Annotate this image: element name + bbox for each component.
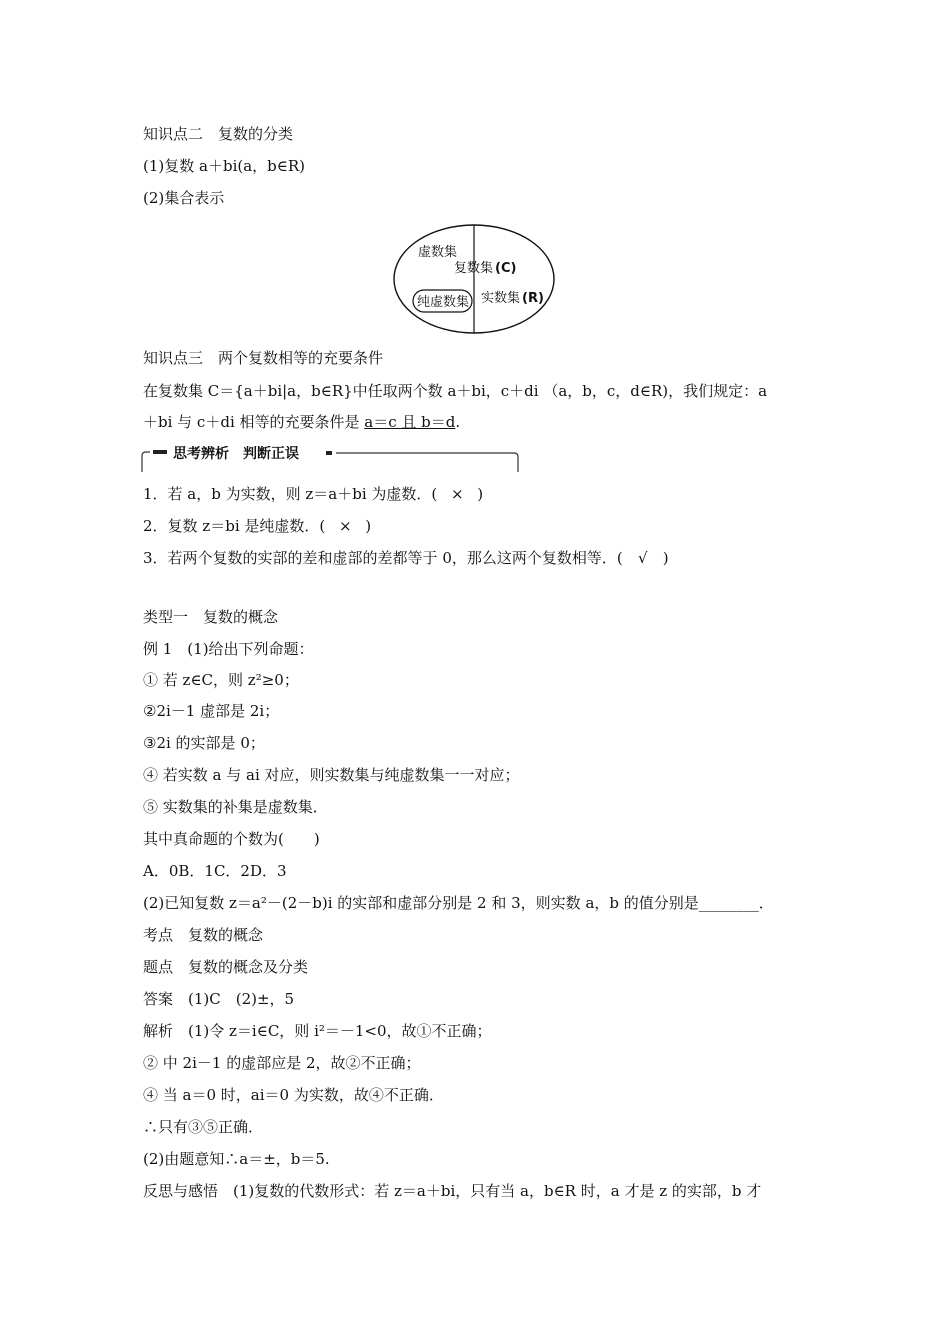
think-item-1-close: ): [477, 485, 484, 503]
section-title-kp2: 知识点二 复数的分类: [143, 125, 294, 143]
question-text: 其中真命题的个数为( ): [143, 830, 320, 848]
think-item-3-text: 3．若两个复数的实部的差和虚部的差都等于 0，那么这两个复数相等．(: [143, 549, 623, 567]
banner-left-bracket: [142, 452, 150, 472]
analysis-line-4: ∴只有③⑤正确．: [143, 1118, 264, 1136]
kp2-item1-pre: (1)复数: [143, 157, 200, 175]
think-item-2-mark: ×: [338, 517, 352, 535]
kp3-line2-pre: ＋bi 与 c＋di 相等的充要条件是: [143, 413, 365, 431]
banner-left-bar: [153, 450, 167, 454]
pure-imag-set-label: 纯虚数集: [417, 295, 470, 310]
complex-set-diagram: [392, 222, 560, 338]
kp3-condition: a＝c 且 b＝d: [364, 413, 456, 431]
real-set-label: 实数集 (R): [481, 291, 544, 306]
kp2-item2: (2)集合表示: [143, 189, 225, 207]
section-title-type1: 类型一 复数的概念: [143, 608, 279, 626]
think-item-2-text: 2．复数 z＝bi 是纯虚数．(: [143, 517, 326, 535]
think-item-2-close: ): [365, 517, 372, 535]
kp2-item1-expr: a＋bi(a，b∈R): [199, 157, 306, 175]
kaodian: 考点 复数的概念: [143, 926, 264, 944]
reflection-line: 反思与感悟 (1)复数的代数形式：若 z＝a＋bi，只有当 a，b∈R 时，a 才是 z 的实部，b 才: [143, 1182, 762, 1200]
part2-question: (2)已知复数 z＝a²－(2－b)i 的实部和虚部分别是 2 和 3，则实数 a，b 的值分别是________．: [143, 894, 774, 912]
example-heading: 例 1 (1)给出下列命题：: [143, 640, 314, 658]
banner-title: 思考辨析 判断正误: [173, 446, 299, 462]
think-item-1-text: 1．若 a，b 为实数，则 z＝a＋bi 为虚数．(: [143, 485, 438, 503]
think-item-3: [143, 548, 669, 568]
analysis-line-3: ④ 当 a＝0 时，ai＝0 为实数，故④不正确．: [143, 1086, 444, 1104]
think-item-3-close: ): [662, 549, 669, 567]
think-item-2: [143, 516, 371, 536]
proposition-4: ④ 若实数 a 与 ai 对应，则实数集与纯虚数集一一对应；: [143, 766, 520, 784]
kp2-item1: [143, 156, 305, 176]
think-item-1: [143, 484, 483, 504]
think-banner: [140, 446, 524, 474]
answer-options: A．0B．1C．2D．3: [143, 862, 287, 880]
proposition-3: ③2i 的实部是 0；: [143, 734, 265, 752]
proposition-5: ⑤ 实数集的补集是虚数集．: [143, 798, 328, 816]
tidian: 题点 复数的概念及分类: [143, 958, 309, 976]
kp3-line1: 在复数集 C＝{a＋bi|a，b∈R}中任取两个数 a＋bi，c＋di （a，b，c，d∈R)，我们规定：a: [143, 382, 768, 400]
banner-right-bracket: [336, 453, 518, 472]
analysis-line-1: 解析 (1)令 z＝i∈C，则 i²＝－1<0，故①不正确；: [143, 1022, 492, 1040]
think-item-1-mark: ×: [450, 485, 464, 503]
answer-line: 答案 (1)C (2)±，5: [143, 990, 295, 1008]
analysis-line-5: (2)由题意知∴a＝±，b＝5.: [143, 1150, 330, 1168]
proposition-1: ① 若 z∈C，则 z²≥0；: [143, 671, 299, 689]
banner-right-bar: [326, 451, 332, 455]
proposition-2: ②2i－1 虚部是 2i；: [143, 702, 280, 720]
complex-set-label: 复数集 (C): [454, 261, 517, 276]
analysis-line-2: ② 中 2i－1 的虚部应是 2，故②不正确；: [143, 1054, 421, 1072]
think-item-3-mark: √: [637, 549, 648, 567]
kp3-line2-end: .: [455, 413, 461, 431]
kp3-line2: [143, 412, 460, 432]
section-title-kp3: 知识点三 两个复数相等的充要条件: [143, 349, 384, 367]
imag-set-label: 虚数集: [418, 245, 458, 260]
